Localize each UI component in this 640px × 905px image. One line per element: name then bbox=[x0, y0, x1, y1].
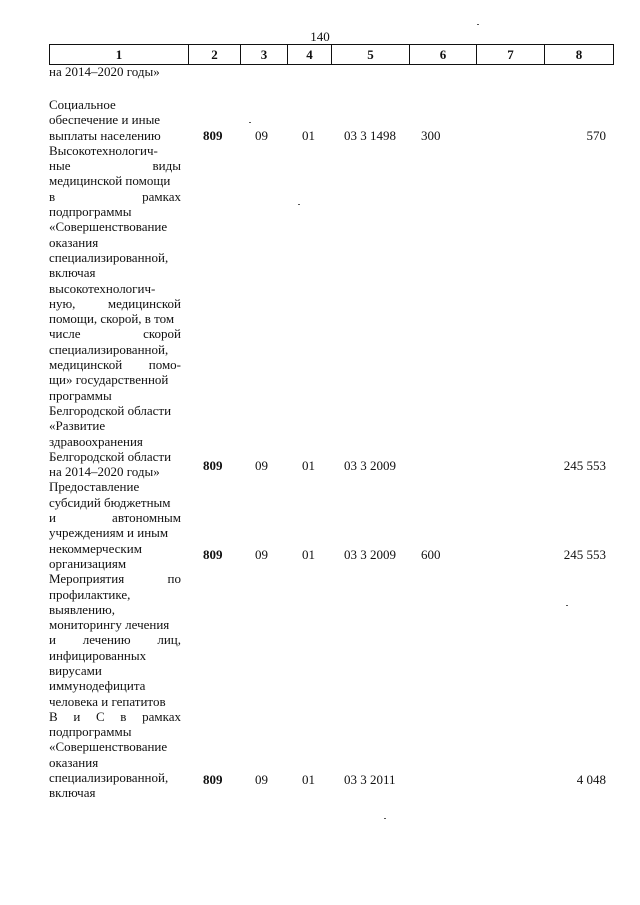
text-line: помощи, скорой, в том bbox=[49, 311, 175, 327]
word: в bbox=[49, 188, 56, 204]
cell-amount: 245 553 bbox=[563, 458, 606, 473]
word: ные bbox=[49, 158, 71, 174]
text-line-justified bbox=[49, 510, 181, 525]
table-row bbox=[0, 458, 640, 474]
text-line: Предоставление bbox=[49, 479, 140, 495]
word: Мероприятия bbox=[49, 571, 125, 587]
text-line: здравоохранения bbox=[49, 433, 143, 449]
cell-code: 809 bbox=[203, 547, 223, 562]
text-line: иммунодефицита bbox=[49, 678, 146, 694]
header-col-5: 5 bbox=[332, 45, 410, 65]
text-line: Высокотехнологич- bbox=[49, 142, 158, 158]
header-col-7: 7 bbox=[477, 45, 545, 65]
text-line: человека и гепатитов bbox=[49, 693, 166, 709]
word: рамках bbox=[142, 708, 181, 724]
text-line: включая bbox=[49, 265, 96, 281]
scan-speck bbox=[566, 605, 568, 606]
text-line-justified bbox=[49, 571, 181, 586]
table-row bbox=[0, 128, 640, 144]
word: помо- bbox=[148, 357, 181, 373]
page-number: 140 bbox=[310, 29, 330, 44]
text-line: выявлению, bbox=[49, 601, 115, 617]
text-line: «Развитие bbox=[49, 418, 106, 434]
scan-speck bbox=[384, 818, 386, 819]
cell-section: 09 bbox=[255, 772, 268, 787]
scan-speck bbox=[298, 204, 300, 205]
text-line-justified bbox=[49, 326, 181, 341]
text-line: подпрограммы bbox=[49, 724, 132, 740]
text-line: оказания bbox=[49, 754, 99, 770]
text-line-justified bbox=[49, 158, 181, 173]
text-line: учреждениям и иным bbox=[49, 525, 169, 541]
text-line: обеспечение и иные bbox=[49, 112, 161, 128]
cell-expense-type: 300 bbox=[421, 128, 441, 143]
word: и bbox=[49, 632, 56, 648]
scan-speck bbox=[477, 24, 479, 25]
text-line: инфицированных bbox=[49, 647, 147, 663]
text-line: организациям bbox=[49, 555, 127, 571]
word: медицинской bbox=[49, 357, 123, 373]
header-col-3: 3 bbox=[241, 45, 288, 65]
header-col-1: 1 bbox=[50, 45, 189, 65]
cell-subsection: 01 bbox=[302, 772, 315, 787]
text-line: на 2014–2020 годы» bbox=[49, 64, 160, 79]
cell-subsection: 01 bbox=[302, 547, 315, 562]
cell-section: 09 bbox=[255, 128, 268, 143]
word: и bbox=[49, 510, 56, 526]
text-line: «Совершенствование bbox=[49, 219, 168, 235]
table-row bbox=[0, 547, 640, 563]
word: ную, bbox=[49, 295, 76, 311]
text-line-justified bbox=[49, 357, 181, 372]
header-col-4: 4 bbox=[288, 45, 332, 65]
text-line: программы bbox=[49, 387, 112, 403]
text-line: специализированной, bbox=[49, 770, 169, 786]
word: автономным bbox=[112, 510, 181, 526]
cell-target-article: 03 3 2009 bbox=[344, 458, 396, 473]
cell-code: 809 bbox=[203, 128, 223, 143]
cell-target-article: 03 3 2009 bbox=[344, 547, 396, 562]
row-description-block bbox=[49, 97, 181, 801]
text-line-justified bbox=[49, 709, 181, 724]
text-line: щи» государственной bbox=[49, 372, 169, 388]
word: скорой bbox=[143, 326, 181, 342]
text-line: Белгородской области bbox=[49, 402, 172, 418]
word: лечению bbox=[82, 632, 131, 648]
text-line: специализированной, bbox=[49, 341, 169, 357]
text-line: профилактике, bbox=[49, 586, 131, 602]
text-line: «Совершенствование bbox=[49, 739, 168, 755]
header-col-6: 6 bbox=[410, 45, 477, 65]
word: в bbox=[120, 708, 127, 724]
cell-amount: 4 048 bbox=[576, 772, 606, 787]
word: числе bbox=[49, 326, 81, 342]
word: и bbox=[73, 708, 81, 724]
text-line: Социальное bbox=[49, 97, 116, 112]
text-line: выплаты населению bbox=[49, 127, 161, 143]
header-col-8: 8 bbox=[545, 45, 614, 65]
cell-target-article: 03 3 1498 bbox=[344, 128, 396, 143]
cell-expense-type: 600 bbox=[421, 547, 441, 562]
header-col-2: 2 bbox=[189, 45, 241, 65]
text-line: подпрограммы bbox=[49, 204, 132, 220]
table-row bbox=[0, 772, 640, 788]
text-line-justified bbox=[49, 632, 181, 647]
text-line: включая bbox=[49, 785, 96, 801]
cell-code: 809 bbox=[203, 458, 223, 473]
cell-amount: 570 bbox=[586, 128, 606, 143]
word: С bbox=[95, 708, 105, 724]
text-line: оказания bbox=[49, 234, 99, 250]
text-line: на 2014–2020 годы» bbox=[49, 464, 160, 480]
cell-subsection: 01 bbox=[302, 128, 315, 143]
continuation-text bbox=[49, 64, 181, 79]
cell-target-article: 03 3 2011 bbox=[344, 772, 396, 787]
word: лиц, bbox=[157, 632, 181, 648]
cell-section: 09 bbox=[255, 547, 268, 562]
text-line: специализированной, bbox=[49, 249, 169, 265]
cell-section: 09 bbox=[255, 458, 268, 473]
text-line-justified bbox=[49, 189, 181, 204]
word: рамках bbox=[142, 188, 181, 204]
table-header bbox=[49, 44, 614, 65]
word: по bbox=[167, 571, 181, 587]
cell-code: 809 bbox=[203, 772, 223, 787]
cell-amount: 245 553 bbox=[563, 547, 606, 562]
text-line: вирусами bbox=[49, 662, 102, 678]
cell-subsection: 01 bbox=[302, 458, 315, 473]
word: виды bbox=[152, 158, 181, 174]
word: В bbox=[49, 708, 58, 724]
text-line: мониторингу лечения bbox=[49, 617, 170, 633]
text-line: субсидий бюджетным bbox=[49, 494, 171, 510]
text-line-justified bbox=[49, 296, 181, 311]
text-line: медицинской помощи bbox=[49, 173, 171, 189]
word: медицинской bbox=[107, 295, 181, 311]
text-line: Белгородской области bbox=[49, 448, 172, 464]
text-line: некоммерческим bbox=[49, 540, 142, 556]
text-line: высокотехнологич- bbox=[49, 280, 156, 296]
scan-speck bbox=[249, 122, 251, 123]
